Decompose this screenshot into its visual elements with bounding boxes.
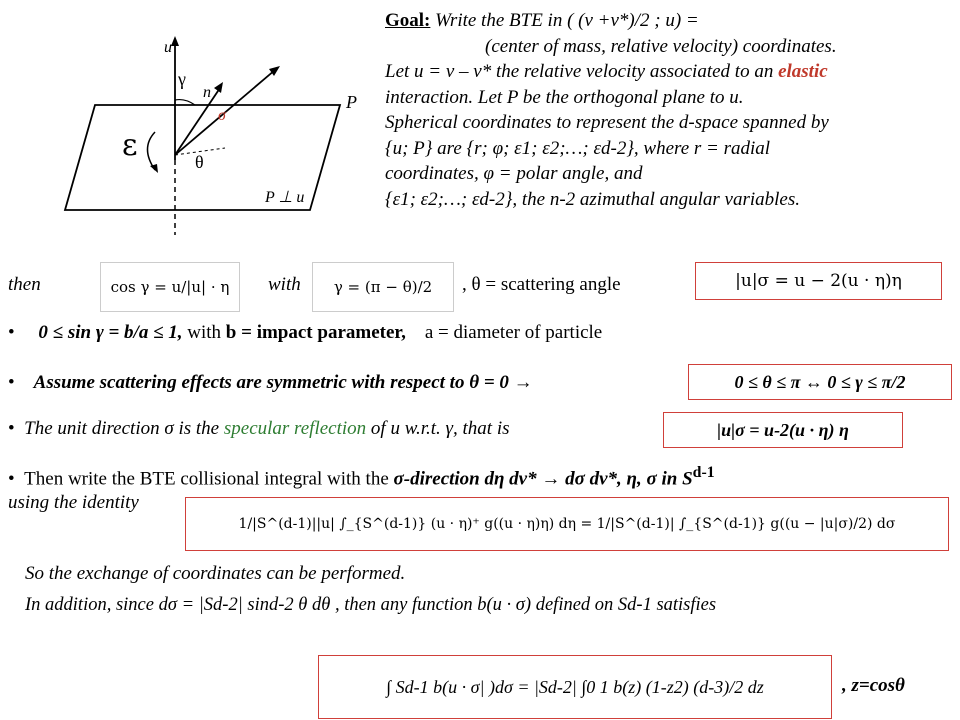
theta-range-box: 0 ≤ θ ≤ π ↔ 0 ≤ γ ≤ π/2 <box>688 364 952 400</box>
bullet-4-text: Then write the BTE collisional integral with the <box>24 468 389 490</box>
bullet-2-text: Assume scattering effects are symmetric with respect to θ = 0 → <box>33 372 533 393</box>
bullet-1-with: with <box>187 322 222 343</box>
conclusion-line1: So the exchange of coordinates can be performed. <box>25 563 406 584</box>
bullet-4-in: , η, σ in S <box>617 468 693 490</box>
p-label: P <box>346 92 357 112</box>
bullet-3-wrt: of u w.r.t. γ, that is <box>370 418 510 439</box>
goal-elastic: elastic <box>778 61 828 82</box>
theta-label: θ <box>195 152 204 172</box>
gamma-formula: γ = (π − θ)/2 <box>312 262 454 312</box>
goal-line4: interaction. Let P be the orthogonal plane to u. <box>385 86 744 108</box>
bullet-3-specular: specular reflection <box>223 418 367 439</box>
geometry-diagram <box>60 30 380 240</box>
bullet-1-impact: b = impact parameter, <box>225 322 406 343</box>
specular-formula-box: |u|σ = u-2(u · η) η <box>663 412 903 448</box>
goal-line3a: Let u = v – v* the relative velocity associated to an <box>385 61 774 82</box>
goal-label: Goal: <box>385 10 431 31</box>
final-integral-box: ∫ Sd-1 b(u · σ| )dσ = |Sd-2| ∫0 1 b(z) (1-z2) (d-3)/2 dz <box>318 655 832 719</box>
identity-formula: 1/|S^(d-1)||u| ∫_{S^(d-1)} (u · η)⁺ g((u · η)η) dη = 1/|S^(d-1)| ∫_{S^(d-1)} g((u − |u|σ)/2) dσ <box>185 497 949 551</box>
bullet-1-sin: 0 ≤ sin γ = b/a ≤ 1, <box>38 322 183 343</box>
with-label: with <box>268 274 301 295</box>
epsilon-label: ε <box>122 128 138 163</box>
z-cos-theta: , z=cosθ <box>842 675 905 696</box>
cos-gamma-formula: cos γ = u/|u| · η <box>100 262 240 312</box>
bullet-4: • Then write the BTE collisional integral with the σ-direction dη dv* → dσ dv*, η, σ in $S^{d-1}$ <box>8 464 715 490</box>
u-label: u <box>164 39 172 56</box>
bullet-3: • The unit direction σ is the specular reflection of u w.r.t. γ, that is <box>8 418 510 439</box>
p-perp-label: P ⊥ u <box>265 189 305 206</box>
bullet-4-direction: σ-direction dη dv* → dσ dv* <box>393 468 618 490</box>
goal-line6: {u; P} are {r; φ; ε1; ε2;…; εd-2}, where r = radial <box>385 137 771 159</box>
bullet-1: • 0 ≤ sin γ = b/a ≤ 1, with b = impact parameter, a = diameter of particle <box>8 322 603 343</box>
bullet-4-sup: d-1 <box>692 464 715 481</box>
conclusion-line2: In addition, since dσ = |Sd-2| sind-2 θ dθ , then any function b(u · σ) defined on Sd-1 satisfies <box>25 595 717 615</box>
scattering-angle-text: , θ = scattering angle <box>462 274 621 295</box>
goal-line5: Spherical coordinates to represent the d-space spanned by <box>385 112 829 133</box>
bullet-2: • Assume scattering effects are symmetric with respect to θ = 0 → <box>8 372 533 393</box>
goal-line8: {ε1; ε2;…; εd-2}, the n-2 azimuthal angular variables. <box>385 188 800 210</box>
bullet-3-text: The unit direction σ is the <box>24 418 220 439</box>
reflection-formula: |u|σ = u − 2(u · η)η <box>695 262 942 300</box>
then-label: then <box>8 274 41 295</box>
goal-line2: (center of mass, relative velocity) coordinates. <box>485 35 837 57</box>
gamma-label: γ <box>178 69 186 89</box>
n-label: n <box>203 84 211 101</box>
goal-line7: coordinates, φ = polar angle, and <box>385 163 643 184</box>
identity-label: using the identity <box>8 492 139 513</box>
sigma-label: σ <box>218 107 226 124</box>
goal-block <box>385 8 955 212</box>
goal-line1: Write the BTE in ( (v +v*)/2 ; u) = <box>435 10 699 31</box>
bullet-1-diameter: a = diameter of particle <box>424 322 603 343</box>
